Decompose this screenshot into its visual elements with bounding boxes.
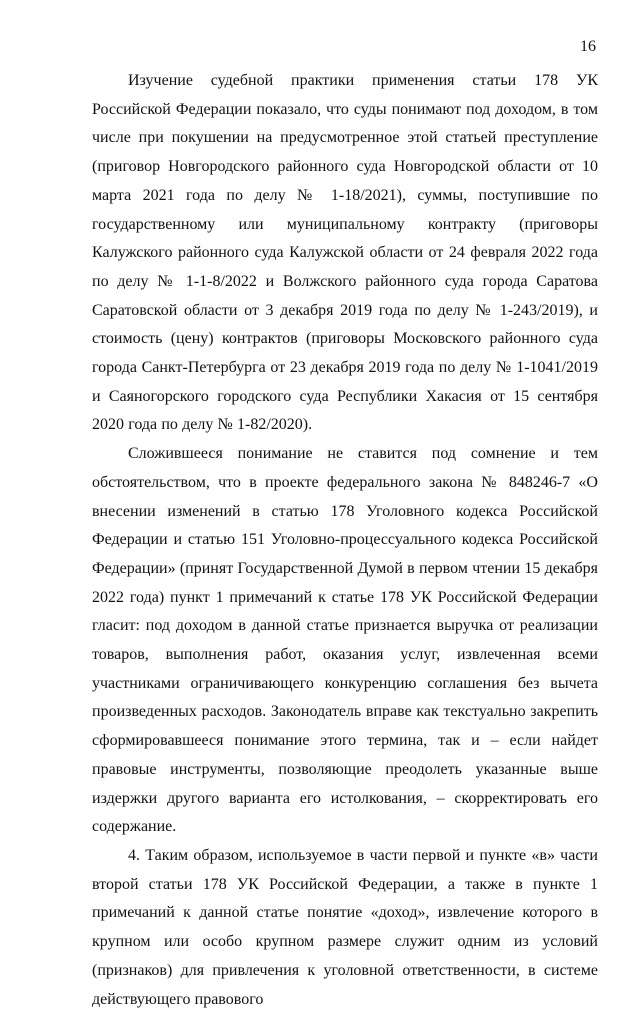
document-body — [92, 67, 598, 1014]
paragraph-court-practice: Изучение судебной практики применения статьи 178 УК Российской Федерации показало, что суды понимают под доходом, в том числе при покушении на предусмотренное этой статьей преступление (приговор Новгородского районного суда Новгородской области от 10 марта 2021 года по делу № 1-18/2021), суммы, поступившие по государственному или муниципальному контракту (приговоры Калужского районного суда Калужской области от 24 февраля 2022 года по делу № 1-1-8/2022 и Волжского районного суда города Саратова Саратовской области от 3 декабря 2019 года по делу № 1-243/2019), и стоимость (цену) контрактов (приговоры Московского районного суда города Санкт-Петербурга от 23 декабря 2019 года по делу № 1-1041/2019 и Саяногорского городского суда Республики Хакасия от 15 сентября 2020 года по делу № 1-82/2020). — [92, 72, 598, 434]
page-number: 16 — [580, 38, 596, 55]
paragraph-conclusion: 4. Таким образом, используемое в части первой и пункте «в» части второй статьи 178 УК Российской Федерации, а также в пункте 1 примечаний к данной статье понятие «доход», извлечение которого в крупном или особо крупном размере служит одним из условий (признаков) для привлечения к уголовной ответственности, в системе действующего правового — [92, 846, 598, 1008]
paragraph-bill-definition: Сложившееся понимание не ставится под сомнение и тем обстоятельством, что в проекте федерального закона № 848246-7 «О внесении изменений в статью 178 Уголовного кодекса Российской Федерации и статью 151 Уголовно-процессуального кодекса Российской Федерации» (принят Государственной Думой в первом чтении 15 декабря 2022 года) пункт 1 примечаний к статье 178 УК Российской Федерации гласит: под доходом в данной статье признается выручка от реализации товаров, выполнения работ, оказания услуг, извлеченная всеми участниками ограничивающего конкуренцию соглашения без вычета произведенных расходов. Законодатель вправе как текстуально закрепить сформировавшееся понимание этого термина, так и – если найдет правовые инструменты, позволяющие преодолеть указанные выше издержки другого варианта его истолкования, – скорректировать его содержание. — [92, 445, 598, 836]
